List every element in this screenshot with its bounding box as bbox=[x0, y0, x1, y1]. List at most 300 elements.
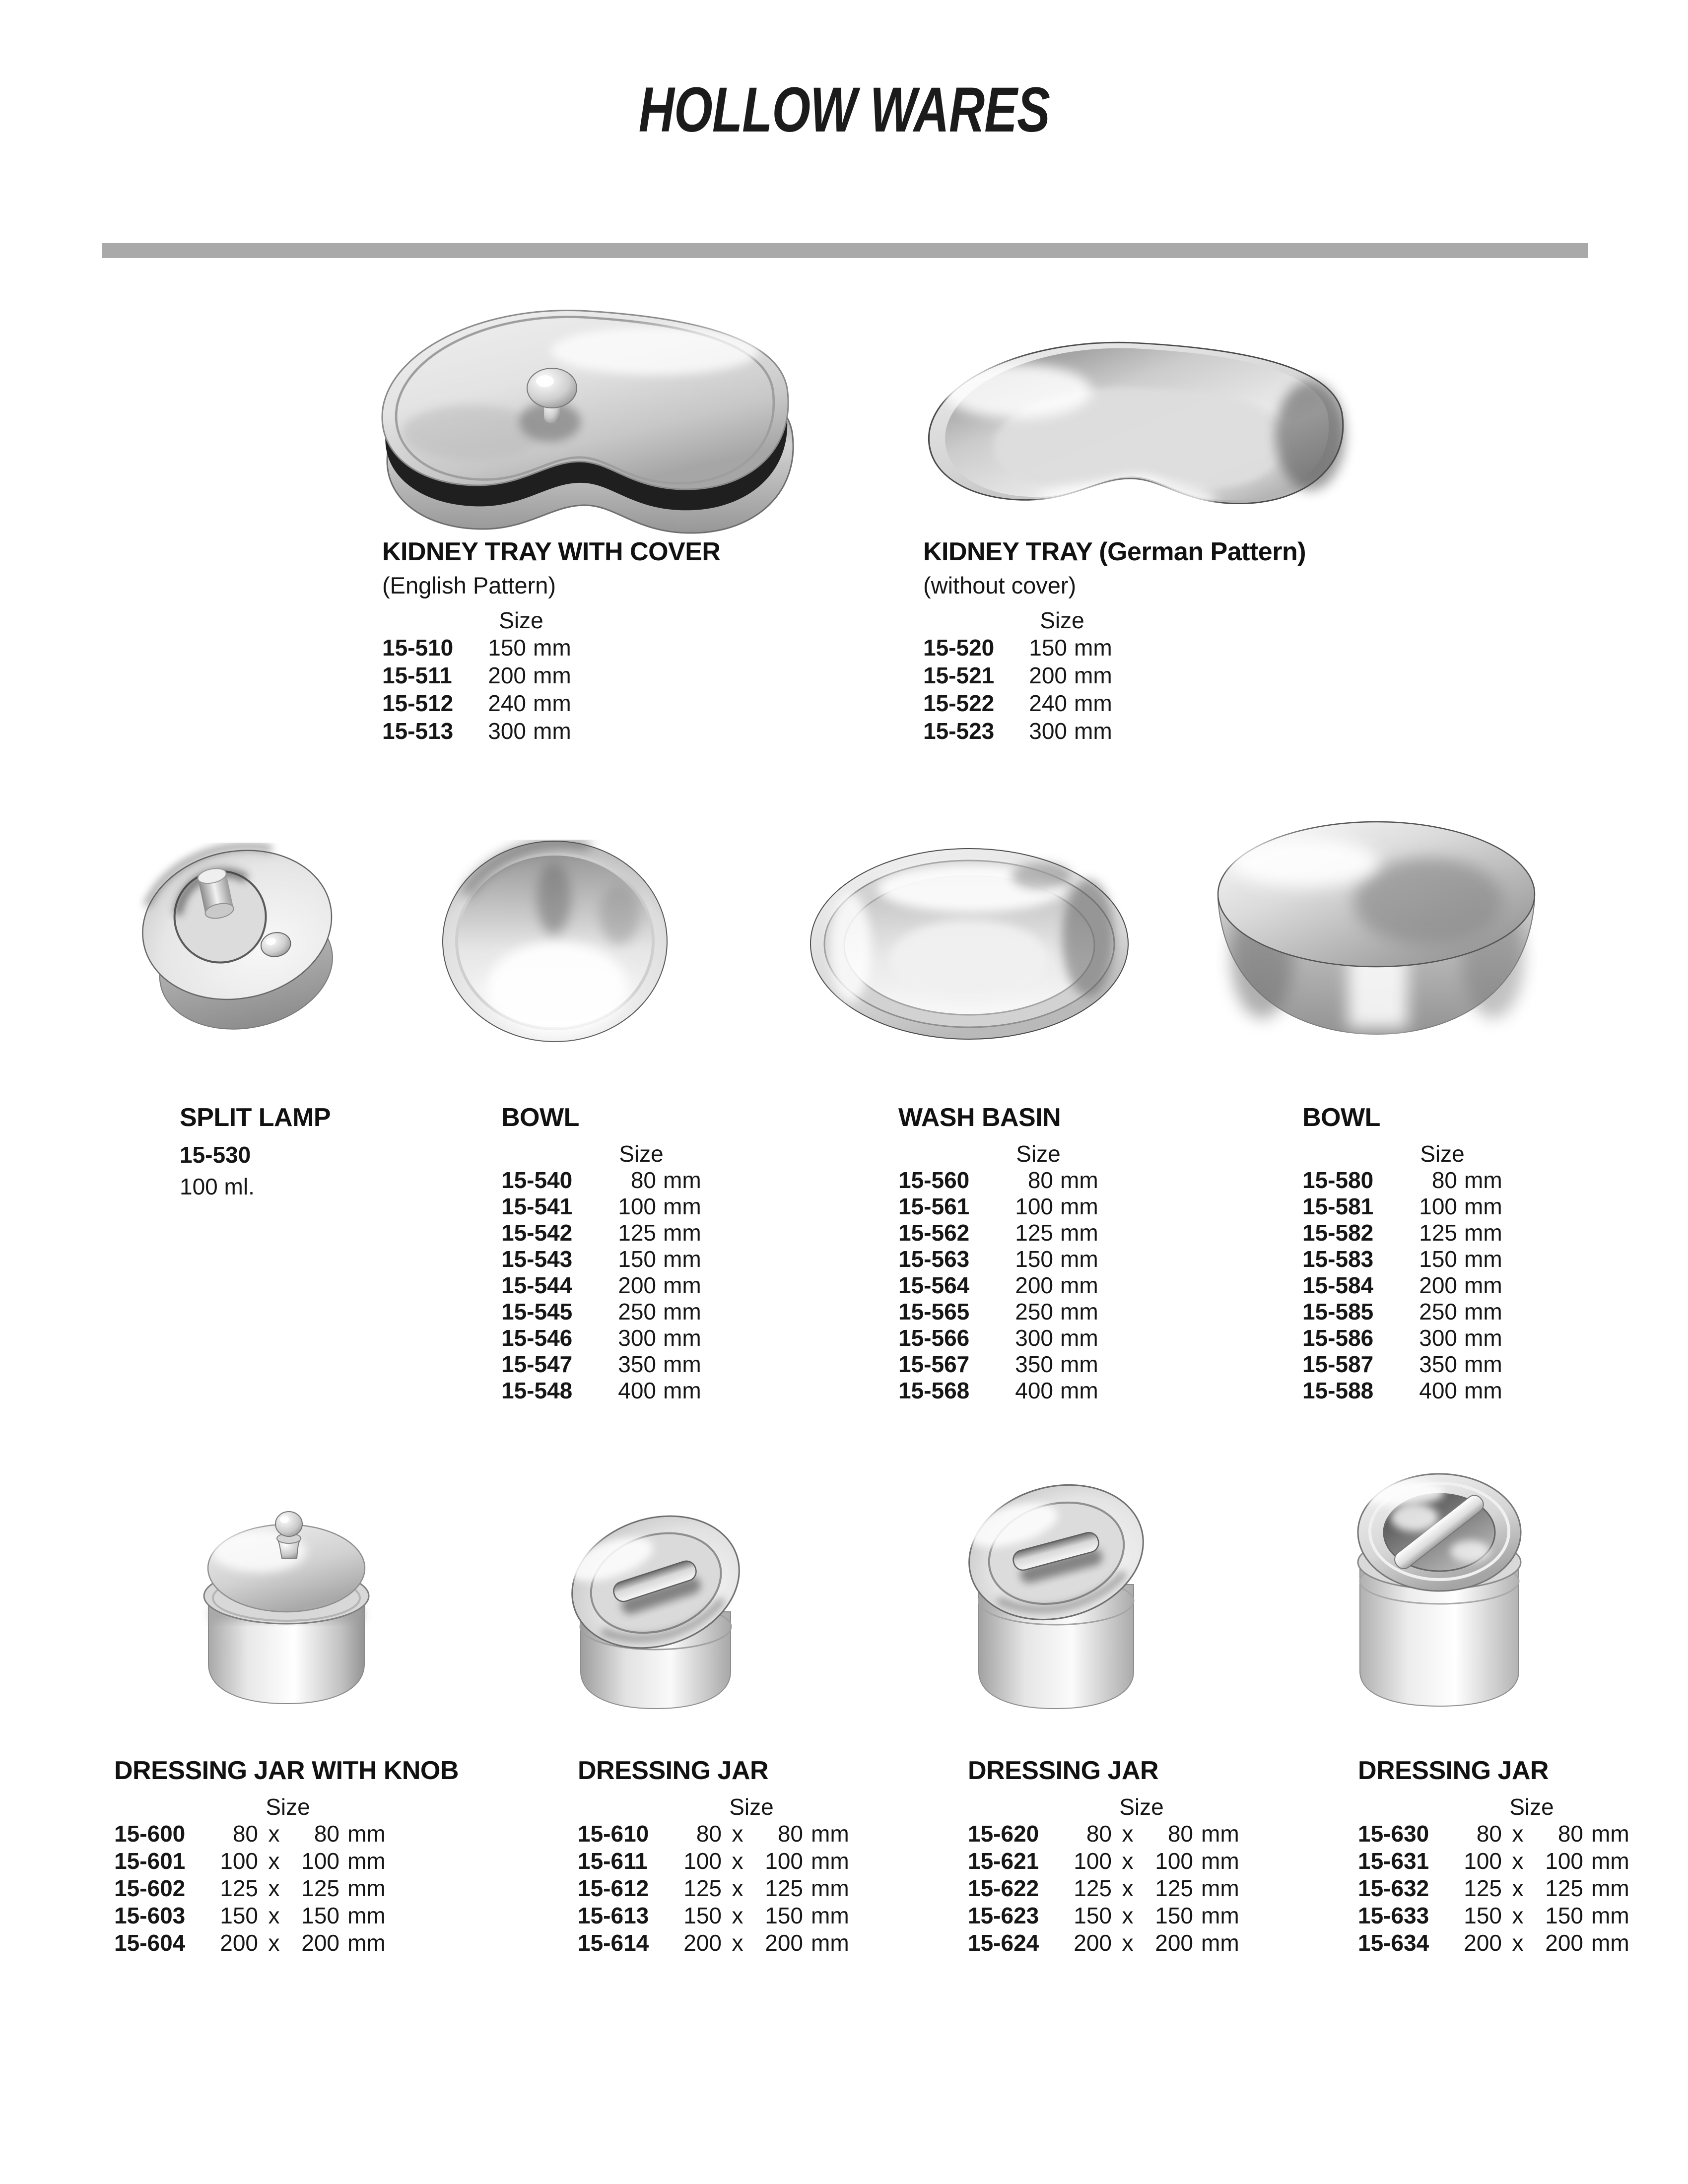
size-unit: mm bbox=[347, 1848, 386, 1874]
product-code: 15-521 bbox=[923, 662, 995, 688]
product-title: KIDNEY TRAY (German Pattern) bbox=[923, 537, 1306, 566]
size-width: 125 bbox=[1074, 1875, 1112, 1901]
bowl-image bbox=[441, 840, 669, 1043]
size-unit: mm bbox=[1060, 1351, 1098, 1377]
size-unit: mm bbox=[811, 1821, 849, 1847]
product-code: 15-630 bbox=[1358, 1821, 1429, 1847]
product-code: 15-513 bbox=[382, 718, 454, 744]
size-column-header: Size bbox=[1040, 607, 1084, 633]
size-value: 100 bbox=[1419, 1193, 1457, 1219]
product-title: BOWL bbox=[501, 1103, 579, 1132]
size-value: 150 bbox=[1029, 635, 1067, 661]
size-unit: mm bbox=[663, 1272, 701, 1298]
product-code: 15-548 bbox=[501, 1378, 573, 1403]
dimension-separator: x bbox=[1122, 1875, 1134, 1901]
size-column-header: Size bbox=[1420, 1141, 1465, 1167]
dimension-separator: x bbox=[1512, 1875, 1524, 1901]
table-row bbox=[898, 1246, 1098, 1272]
table-row bbox=[114, 1848, 459, 1875]
product-block-kidney-tray-with-cover bbox=[382, 537, 720, 745]
dimension-separator: x bbox=[732, 1875, 743, 1901]
size-value: 200 bbox=[1029, 662, 1067, 688]
size-unit: mm bbox=[1074, 690, 1112, 716]
table-row bbox=[898, 1272, 1098, 1299]
table-row bbox=[898, 1220, 1098, 1246]
product-code: 15-565 bbox=[898, 1299, 970, 1324]
dimension-separator: x bbox=[1122, 1848, 1134, 1874]
deep-bowl-image bbox=[1215, 820, 1538, 1038]
size-height: 200 bbox=[1545, 1930, 1583, 1956]
table-row bbox=[501, 1325, 701, 1351]
product-block-bowl-small bbox=[501, 1103, 701, 1404]
size-unit: mm bbox=[1201, 1848, 1239, 1874]
product-code: 15-622 bbox=[968, 1875, 1039, 1901]
size-value: 80 bbox=[1027, 1167, 1053, 1193]
page-title bbox=[0, 73, 1688, 146]
table-row bbox=[923, 634, 1306, 662]
product-title: SPLIT LAMP bbox=[180, 1103, 331, 1132]
product-code: 15-547 bbox=[501, 1351, 573, 1377]
size-column-header: Size bbox=[499, 607, 543, 633]
product-code: 15-580 bbox=[1302, 1167, 1374, 1193]
product-block-dressing-jar-3 bbox=[1358, 1756, 1629, 1957]
product-code: 15-540 bbox=[501, 1167, 573, 1193]
table-row bbox=[501, 1193, 701, 1220]
size-value: 100 bbox=[1015, 1193, 1053, 1219]
size-column-header: Size bbox=[266, 1794, 310, 1820]
product-code: 15-567 bbox=[898, 1351, 970, 1377]
size-height: 80 bbox=[1167, 1821, 1193, 1847]
size-width: 150 bbox=[220, 1903, 258, 1928]
table-row bbox=[968, 1875, 1239, 1902]
size-unit: mm bbox=[1060, 1378, 1098, 1403]
size-table bbox=[923, 634, 1306, 745]
size-value: 400 bbox=[618, 1378, 656, 1403]
size-unit: mm bbox=[1464, 1220, 1502, 1246]
size-unit: mm bbox=[663, 1193, 701, 1219]
size-unit: mm bbox=[1060, 1220, 1098, 1246]
product-code: 15-631 bbox=[1358, 1848, 1429, 1874]
product-code: 15-623 bbox=[968, 1903, 1039, 1928]
size-unit: mm bbox=[663, 1246, 701, 1272]
dimension-separator: x bbox=[268, 1930, 280, 1956]
size-unit: mm bbox=[1074, 662, 1112, 688]
product-code: 15-610 bbox=[578, 1821, 649, 1847]
size-table bbox=[501, 1167, 701, 1404]
kidney-tray-with-cover-image bbox=[347, 304, 824, 534]
size-height: 100 bbox=[765, 1848, 803, 1874]
dimension-separator: x bbox=[268, 1875, 280, 1901]
product-code: 15-601 bbox=[114, 1848, 186, 1874]
size-unit: mm bbox=[533, 635, 571, 661]
product-code: 15-564 bbox=[898, 1272, 970, 1298]
size-value: 300 bbox=[1419, 1325, 1457, 1351]
product-code: 15-560 bbox=[898, 1167, 970, 1193]
size-width: 200 bbox=[1464, 1930, 1502, 1956]
size-unit: mm bbox=[663, 1378, 701, 1403]
product-code: 15-587 bbox=[1302, 1351, 1374, 1377]
size-unit: mm bbox=[347, 1903, 386, 1928]
size-unit: mm bbox=[1464, 1246, 1502, 1272]
product-code: 15-545 bbox=[501, 1299, 573, 1324]
size-value: 80 bbox=[1431, 1167, 1457, 1193]
size-unit: mm bbox=[1591, 1821, 1629, 1847]
table-row bbox=[1302, 1193, 1502, 1220]
size-height: 150 bbox=[765, 1903, 803, 1928]
size-width: 100 bbox=[1074, 1848, 1112, 1874]
table-row bbox=[1358, 1875, 1629, 1902]
product-code: 15-546 bbox=[501, 1325, 573, 1351]
dimension-separator: x bbox=[1512, 1930, 1524, 1956]
table-row bbox=[898, 1325, 1098, 1351]
size-value: 125 bbox=[1419, 1220, 1457, 1246]
size-value: 300 bbox=[618, 1325, 656, 1351]
size-width: 100 bbox=[1464, 1848, 1502, 1874]
page-title-text: HOLLOW WARES bbox=[638, 74, 1050, 145]
product-code: 15-510 bbox=[382, 635, 454, 661]
size-unit: mm bbox=[1591, 1875, 1629, 1901]
size-unit: mm bbox=[811, 1930, 849, 1956]
table-row bbox=[578, 1820, 849, 1848]
dimension-separator: x bbox=[732, 1930, 743, 1956]
size-unit: mm bbox=[347, 1930, 386, 1956]
product-code: 15-620 bbox=[968, 1821, 1039, 1847]
size-table bbox=[382, 634, 720, 745]
size-value: 400 bbox=[1015, 1378, 1053, 1403]
size-unit: mm bbox=[1060, 1246, 1098, 1272]
table-row bbox=[898, 1378, 1098, 1404]
dressing-jar-image-2 bbox=[957, 1473, 1155, 1714]
size-unit: mm bbox=[533, 662, 571, 688]
product-subtitle: (without cover) bbox=[923, 572, 1077, 598]
product-code: 15-632 bbox=[1358, 1875, 1429, 1901]
product-code: 15-586 bbox=[1302, 1325, 1374, 1351]
size-value: 350 bbox=[1015, 1351, 1053, 1377]
size-unit: mm bbox=[1201, 1930, 1239, 1956]
size-unit: mm bbox=[811, 1848, 849, 1874]
size-unit: mm bbox=[1060, 1299, 1098, 1324]
size-height: 200 bbox=[765, 1930, 803, 1956]
size-width: 80 bbox=[696, 1821, 722, 1847]
size-unit: mm bbox=[1060, 1272, 1098, 1298]
size-value: 250 bbox=[618, 1299, 656, 1324]
table-row bbox=[1302, 1167, 1502, 1193]
size-value: 125 bbox=[1015, 1220, 1053, 1246]
size-height: 100 bbox=[1155, 1848, 1193, 1874]
size-unit: mm bbox=[811, 1875, 849, 1901]
product-code: 15-562 bbox=[898, 1220, 970, 1246]
dimension-separator: x bbox=[1512, 1903, 1524, 1928]
table-row bbox=[923, 717, 1306, 745]
size-unit: mm bbox=[1591, 1903, 1629, 1928]
table-row bbox=[923, 662, 1306, 689]
table-row bbox=[578, 1929, 849, 1957]
dressing-jar-image-3 bbox=[1340, 1458, 1539, 1714]
wash-basin-image bbox=[808, 846, 1131, 1042]
size-width: 200 bbox=[220, 1930, 258, 1956]
size-column-header: Size bbox=[619, 1141, 664, 1167]
product-code: 15-520 bbox=[923, 635, 995, 661]
dimension-separator: x bbox=[1122, 1930, 1134, 1956]
product-title: BOWL bbox=[1302, 1103, 1380, 1132]
size-unit: mm bbox=[663, 1299, 701, 1324]
table-row bbox=[501, 1299, 701, 1325]
product-code: 15-583 bbox=[1302, 1246, 1374, 1272]
table-row bbox=[114, 1929, 459, 1957]
size-unit: mm bbox=[1464, 1299, 1502, 1324]
product-code: 15-530 bbox=[180, 1142, 251, 1168]
size-width: 80 bbox=[232, 1821, 258, 1847]
dimension-separator: x bbox=[268, 1821, 280, 1847]
product-code: 15-511 bbox=[382, 662, 452, 688]
size-width: 150 bbox=[683, 1903, 722, 1928]
dimension-separator: x bbox=[732, 1903, 743, 1928]
size-width: 200 bbox=[683, 1930, 722, 1956]
size-unit: mm bbox=[1060, 1325, 1098, 1351]
size-height: 125 bbox=[1545, 1875, 1583, 1901]
table-row bbox=[968, 1902, 1239, 1929]
product-title: DRESSING JAR bbox=[968, 1756, 1159, 1785]
size-height: 125 bbox=[301, 1875, 339, 1901]
table-row bbox=[923, 689, 1306, 717]
size-unit: mm bbox=[1060, 1167, 1098, 1193]
product-code: 15-563 bbox=[898, 1246, 970, 1272]
table-row bbox=[501, 1351, 701, 1378]
table-row bbox=[578, 1902, 849, 1929]
size-unit: mm bbox=[1074, 718, 1112, 744]
size-table bbox=[578, 1820, 849, 1957]
product-block-dressing-jar-2 bbox=[968, 1756, 1239, 1957]
size-height: 200 bbox=[301, 1930, 339, 1956]
dimension-separator: x bbox=[1122, 1821, 1134, 1847]
product-code: 15-604 bbox=[114, 1930, 186, 1956]
size-unit: mm bbox=[1060, 1193, 1098, 1219]
size-value: 240 bbox=[1029, 690, 1067, 716]
size-height: 150 bbox=[1155, 1903, 1193, 1928]
product-block-dressing-jar-1 bbox=[578, 1756, 849, 1957]
table-row bbox=[1358, 1929, 1629, 1957]
table-row bbox=[1302, 1378, 1502, 1404]
table-row bbox=[968, 1848, 1239, 1875]
table-row bbox=[968, 1820, 1239, 1848]
dimension-separator: x bbox=[1122, 1903, 1134, 1928]
product-code: 15-541 bbox=[501, 1193, 573, 1219]
size-height: 80 bbox=[1557, 1821, 1583, 1847]
size-table bbox=[898, 1167, 1098, 1404]
table-row bbox=[898, 1167, 1098, 1193]
product-subtitle: (English Pattern) bbox=[382, 572, 556, 598]
table-row bbox=[1302, 1325, 1502, 1351]
size-table bbox=[114, 1820, 459, 1957]
title-divider-bar bbox=[102, 243, 1588, 258]
product-code: 15-603 bbox=[114, 1903, 186, 1928]
product-block-split-lamp bbox=[180, 1103, 331, 1200]
size-unit: mm bbox=[347, 1821, 386, 1847]
table-row bbox=[898, 1351, 1098, 1378]
size-value: 300 bbox=[1015, 1325, 1053, 1351]
product-code: 15-544 bbox=[501, 1272, 573, 1298]
size-unit: mm bbox=[533, 690, 571, 716]
size-height: 125 bbox=[1155, 1875, 1193, 1901]
table-row bbox=[1358, 1820, 1629, 1848]
product-code: 15-621 bbox=[968, 1848, 1039, 1874]
table-row bbox=[1302, 1220, 1502, 1246]
size-unit: mm bbox=[1201, 1903, 1239, 1928]
product-code: 15-588 bbox=[1302, 1378, 1374, 1403]
table-row bbox=[1302, 1272, 1502, 1299]
table-row bbox=[1302, 1351, 1502, 1378]
size-column-header: Size bbox=[729, 1794, 774, 1820]
size-value: 200 bbox=[1419, 1272, 1457, 1298]
product-block-dressing-jar-with-knob bbox=[114, 1756, 459, 1957]
table-row bbox=[898, 1299, 1098, 1325]
size-value: 200 bbox=[1015, 1272, 1053, 1298]
product-code: 15-600 bbox=[114, 1821, 186, 1847]
table-row bbox=[114, 1820, 459, 1848]
size-value: 80 bbox=[630, 1167, 656, 1193]
table-row bbox=[501, 1220, 701, 1246]
size-width: 200 bbox=[1074, 1930, 1112, 1956]
product-code: 15-542 bbox=[501, 1220, 573, 1246]
size-unit: mm bbox=[1464, 1378, 1502, 1403]
table-row bbox=[578, 1875, 849, 1902]
product-title: KIDNEY TRAY WITH COVER bbox=[382, 537, 721, 566]
table-row bbox=[1302, 1246, 1502, 1272]
size-height: 100 bbox=[301, 1848, 339, 1874]
dimension-separator: x bbox=[268, 1903, 280, 1928]
product-code: 15-581 bbox=[1302, 1193, 1374, 1219]
size-value: 150 bbox=[1015, 1246, 1053, 1272]
product-title: WASH BASIN bbox=[898, 1103, 1061, 1132]
table-row bbox=[898, 1193, 1098, 1220]
size-value: 100 bbox=[618, 1193, 656, 1219]
dimension-separator: x bbox=[732, 1821, 743, 1847]
size-unit: mm bbox=[1201, 1875, 1239, 1901]
size-height: 200 bbox=[1155, 1930, 1193, 1956]
product-code: 15-543 bbox=[501, 1246, 573, 1272]
size-unit: mm bbox=[1464, 1272, 1502, 1298]
size-unit: mm bbox=[1201, 1821, 1239, 1847]
size-unit: mm bbox=[1591, 1848, 1629, 1874]
size-value: 400 bbox=[1419, 1378, 1457, 1403]
size-value: 200 bbox=[488, 662, 526, 688]
product-block-kidney-tray-german bbox=[923, 537, 1306, 745]
size-height: 100 bbox=[1545, 1848, 1583, 1874]
size-width: 80 bbox=[1476, 1821, 1502, 1847]
table-row bbox=[501, 1167, 701, 1193]
size-unit: mm bbox=[1074, 635, 1112, 661]
size-table bbox=[1358, 1820, 1629, 1957]
size-height: 150 bbox=[301, 1903, 339, 1928]
size-value: 250 bbox=[1015, 1299, 1053, 1324]
table-row bbox=[1358, 1902, 1629, 1929]
product-code: 15-633 bbox=[1358, 1903, 1429, 1928]
size-width: 150 bbox=[1074, 1903, 1112, 1928]
product-code: 15-512 bbox=[382, 690, 454, 716]
size-column-header: Size bbox=[1509, 1794, 1554, 1820]
product-block-wash-basin bbox=[898, 1103, 1098, 1404]
product-code: 15-582 bbox=[1302, 1220, 1374, 1246]
size-column-header: Size bbox=[1119, 1794, 1164, 1820]
table-row bbox=[114, 1875, 459, 1902]
table-row bbox=[114, 1902, 459, 1929]
dimension-separator: x bbox=[1512, 1848, 1524, 1874]
table-row bbox=[578, 1848, 849, 1875]
product-code: 15-611 bbox=[578, 1848, 648, 1874]
size-width: 150 bbox=[1464, 1903, 1502, 1928]
table-row bbox=[382, 662, 720, 689]
size-unit: mm bbox=[347, 1875, 386, 1901]
table-row bbox=[501, 1272, 701, 1299]
size-width: 100 bbox=[683, 1848, 722, 1874]
product-title: DRESSING JAR WITH KNOB bbox=[114, 1756, 459, 1785]
table-row bbox=[382, 634, 720, 662]
size-unit: mm bbox=[1464, 1351, 1502, 1377]
size-value: 250 bbox=[1419, 1299, 1457, 1324]
size-table bbox=[968, 1820, 1239, 1957]
size-unit: mm bbox=[663, 1220, 701, 1246]
product-code: 15-584 bbox=[1302, 1272, 1374, 1298]
dimension-separator: x bbox=[1512, 1821, 1524, 1847]
product-block-bowl-large bbox=[1302, 1103, 1502, 1404]
product-capacity: 100 ml. bbox=[180, 1174, 255, 1199]
product-title: DRESSING JAR bbox=[578, 1756, 769, 1785]
size-value: 150 bbox=[488, 635, 526, 661]
size-value: 300 bbox=[488, 718, 526, 744]
size-value: 150 bbox=[1419, 1246, 1457, 1272]
product-code: 15-612 bbox=[578, 1875, 649, 1901]
size-value: 150 bbox=[618, 1246, 656, 1272]
table-row bbox=[501, 1378, 701, 1404]
size-width: 125 bbox=[683, 1875, 722, 1901]
product-code: 15-561 bbox=[898, 1193, 970, 1219]
product-code: 15-624 bbox=[968, 1930, 1039, 1956]
table-row bbox=[968, 1929, 1239, 1957]
size-height: 80 bbox=[314, 1821, 339, 1847]
product-code: 15-566 bbox=[898, 1325, 970, 1351]
product-code: 15-634 bbox=[1358, 1930, 1429, 1956]
product-title: DRESSING JAR bbox=[1358, 1756, 1549, 1785]
size-height: 125 bbox=[765, 1875, 803, 1901]
size-unit: mm bbox=[663, 1325, 701, 1351]
table-row bbox=[501, 1246, 701, 1272]
size-width: 125 bbox=[1464, 1875, 1502, 1901]
size-unit: mm bbox=[663, 1167, 701, 1193]
product-code: 15-568 bbox=[898, 1378, 970, 1403]
size-width: 100 bbox=[220, 1848, 258, 1874]
size-height: 80 bbox=[777, 1821, 803, 1847]
kidney-tray-german-image bbox=[893, 336, 1380, 542]
table-row bbox=[382, 717, 720, 745]
size-width: 80 bbox=[1086, 1821, 1112, 1847]
size-height: 150 bbox=[1545, 1903, 1583, 1928]
product-code: 15-613 bbox=[578, 1903, 649, 1928]
size-unit: mm bbox=[1464, 1193, 1502, 1219]
product-code: 15-522 bbox=[923, 690, 995, 716]
size-unit: mm bbox=[663, 1351, 701, 1377]
product-code: 15-614 bbox=[578, 1930, 649, 1956]
dressing-jar-image-1 bbox=[560, 1508, 751, 1714]
dimension-separator: x bbox=[268, 1848, 280, 1874]
size-unit: mm bbox=[1591, 1930, 1629, 1956]
size-value: 300 bbox=[1029, 718, 1067, 744]
product-code: 15-585 bbox=[1302, 1299, 1374, 1324]
size-value: 200 bbox=[618, 1272, 656, 1298]
size-value: 240 bbox=[488, 690, 526, 716]
size-width: 125 bbox=[220, 1875, 258, 1901]
size-unit: mm bbox=[533, 718, 571, 744]
dimension-separator: x bbox=[732, 1848, 743, 1874]
